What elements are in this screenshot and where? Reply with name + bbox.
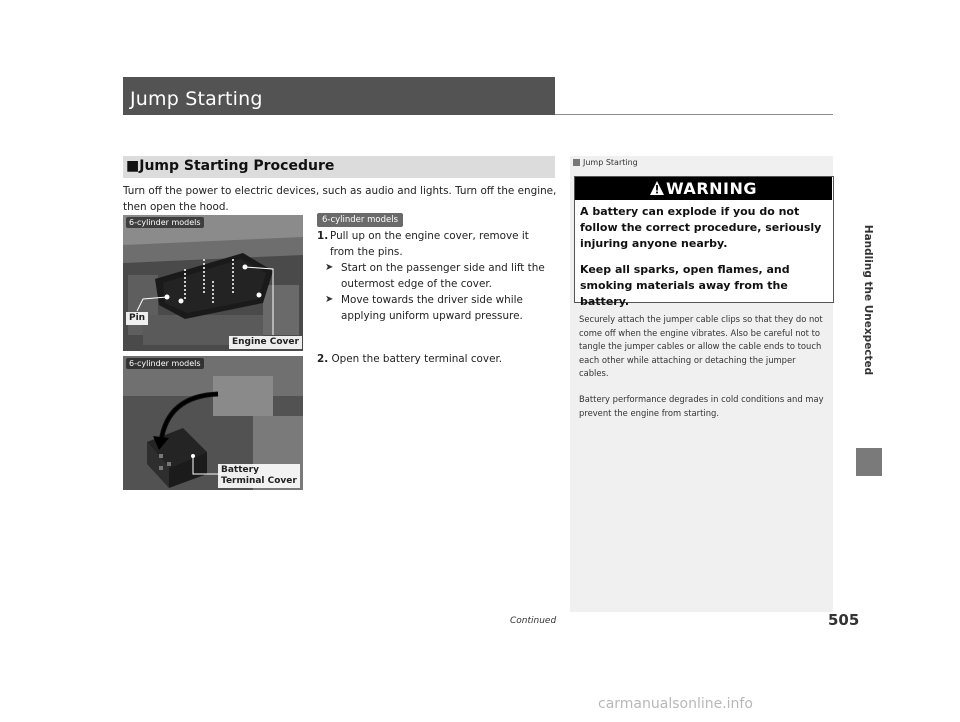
warning-text-1: A battery can explode if you do not follow the correct procedure, seriously injuring anyone nearby. xyxy=(580,205,822,250)
warning-title xyxy=(575,179,832,198)
warning-triangle-icon xyxy=(650,181,664,195)
side-note-1: Securely attach the jumper cable clips so that they do not come off when the engine vibrates. Also be careful not to tangle the jumper cables or allow the cable ends to touch each other while attaching or detaching the jumper cables. xyxy=(579,314,823,378)
reference-icon xyxy=(573,159,580,166)
battery-label-line2: Terminal Cover xyxy=(221,476,297,486)
engine-photo-tag: 6-cylinder models xyxy=(126,217,204,228)
page-number: 505 xyxy=(828,611,860,629)
battery-terminal-cover-label xyxy=(218,464,300,488)
step-1-sub-1-text: Start on the passenger side and lift the outermost edge of the cover. xyxy=(341,262,545,290)
step-2-text: Open the battery terminal cover. xyxy=(331,353,503,365)
pin-label: Pin xyxy=(126,312,148,325)
engine-cover-label: Engine Cover xyxy=(229,336,302,349)
step-1-number: 1. xyxy=(317,230,329,242)
chapter-tab-label: Handling the Unexpected xyxy=(862,224,874,376)
models-badge: 6-cylinder models xyxy=(317,213,403,227)
battery-photo-tag: 6-cylinder models xyxy=(126,358,204,369)
warning-title-text: WARNING xyxy=(666,179,757,198)
engine-cover-photo xyxy=(123,215,303,351)
section-title xyxy=(126,158,334,174)
side-note-2: Battery performance degrades in cold conditions and may prevent the engine from starting. xyxy=(579,394,824,418)
engine-bay-illustration xyxy=(123,215,303,351)
step-1-sub-2 xyxy=(325,292,551,324)
side-heading xyxy=(573,158,638,167)
watermark: carmanualsonline.info xyxy=(598,696,753,712)
section-marker: ■ xyxy=(126,158,140,174)
step-1-text: Pull up on the engine cover, remove it from the pins. xyxy=(330,230,529,258)
step-1-sub-2-text: Move towards the driver side while applying uniform upward pressure. xyxy=(341,294,523,322)
step-2 xyxy=(317,351,557,367)
page-title: Jump Starting xyxy=(130,88,263,110)
battery-label-line1: Battery xyxy=(221,465,259,475)
battery-cover-photo xyxy=(123,356,303,490)
section-title-text: Jump Starting Procedure xyxy=(139,158,335,174)
arrow-right-icon: ➤ xyxy=(325,294,334,305)
chapter-thumb-tab xyxy=(856,448,882,476)
side-heading-text: Jump Starting xyxy=(583,158,638,167)
continued-label: Continued xyxy=(510,616,557,626)
arrow-right-icon: ➤ xyxy=(325,262,334,273)
title-rule xyxy=(555,114,833,115)
intro-paragraph: Turn off the power to electric devices, such as audio and lights. Turn off the engine, then open the hood. xyxy=(123,185,557,213)
warning-text-2: Keep all sparks, open flames, and smoking materials away from the battery. xyxy=(580,263,790,308)
step-1-sub-1 xyxy=(325,260,551,292)
step-2-number: 2. xyxy=(317,353,329,365)
